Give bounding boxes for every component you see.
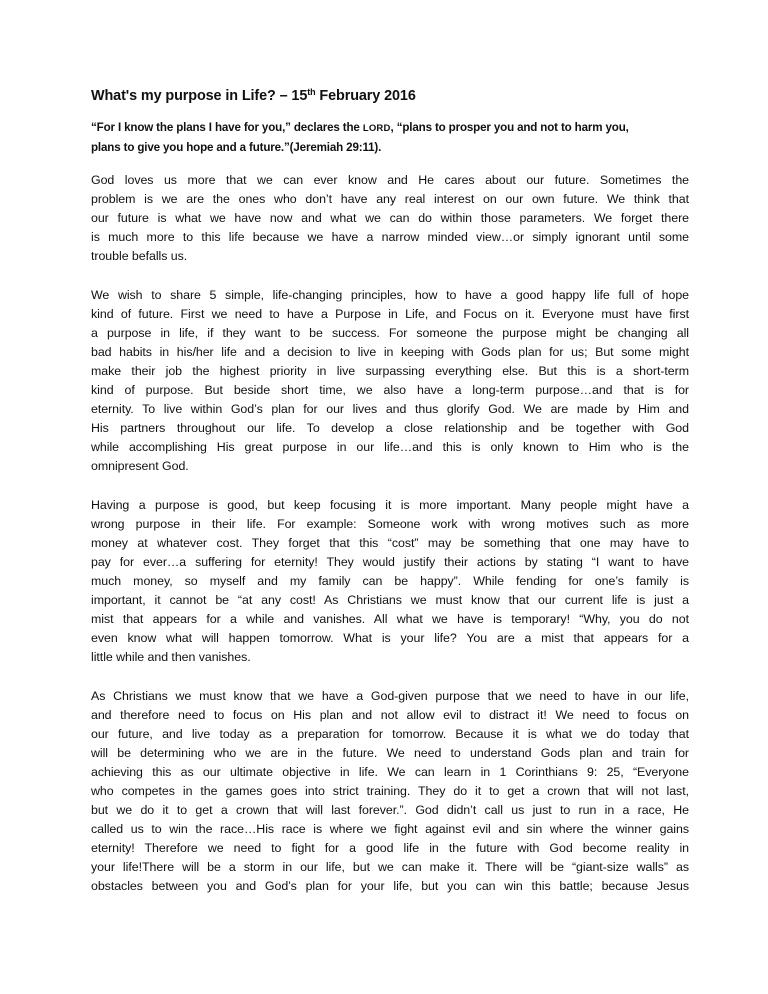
paragraph-line: important, it cannot be “at any cost! As Christians we must know that our current life is just a — [91, 593, 689, 607]
paragraph-line: wrong purpose in their life. For example: Someone work with wrong motives such as more — [91, 517, 689, 531]
paragraph-line: called us to win the race…His race is where we fight against evil and sin where the winner gains — [91, 822, 689, 836]
scripture-lord: LORD — [362, 123, 391, 134]
paragraph-line: bad habits in his/her life and a decision to live in keeping with Gods plan for us; But some might — [91, 345, 689, 359]
paragraph-line: pay for ever…a suffering for eternity! They would justify their actions by stating “I want to have — [91, 555, 689, 569]
scripture-quote-line2: plans to give you hope and a future.”(Jeremiah 29:11). — [91, 141, 382, 154]
paragraph-line: but we do it to get a crown that will last forever.”. God didn’t call us just to run in a race, He — [91, 803, 689, 817]
paragraph-line: kind of future. First we need to have a Purpose in Life, and Focus on it. Everyone must have first — [91, 307, 689, 321]
paragraph-line: problem is we are the ones who don’t have any real interest on our own future. We think that — [91, 192, 689, 206]
scripture-lord-rest: ORD — [368, 123, 391, 134]
body-text — [91, 171, 689, 896]
body-paragraph — [91, 171, 689, 266]
document-page — [91, 86, 689, 916]
paragraph-line: who competes in the games goes into strict training. They do it to get a crown that will not last, — [91, 784, 689, 798]
paragraph-line: obstacles between you and God’s plan for your life, but you can win this battle; because Jesus — [91, 879, 689, 893]
paragraph-line: As Christians we must know that we have a God-given purpose that we need to have in our life, — [91, 689, 689, 703]
paragraph-line: kind of purpose. But beside short time, we also have a long-term purpose…and that is for — [91, 383, 689, 397]
paragraph-line: achieving this as our ultimate objective in life. We can learn in 1 Corinthians 9: 25, “Everyone — [91, 765, 689, 779]
document-title — [91, 86, 689, 106]
body-paragraph — [91, 286, 689, 476]
paragraph-line: much money, so myself and my family can be happy”. While fending for one’s family is — [91, 574, 689, 588]
body-paragraph — [91, 687, 689, 896]
paragraph-line: our future, and live today as a preparation for tomorrow. Because it is what we do today that — [91, 727, 689, 741]
title-date-rest: February 2016 — [315, 88, 416, 104]
scripture-quote-part2: , “plans to prosper you and not to harm you, — [390, 121, 629, 134]
paragraph-line: and therefore need to focus on His plan and not allow evil to distract it! We need to focus on — [91, 708, 689, 722]
paragraph-line: while accomplishing His great purpose in our life…and this is only known to Him who is the — [91, 440, 689, 454]
scripture-quote-part1: “For I know the plans I have for you,” declares the — [91, 121, 363, 134]
paragraph-line: our future is what we have now and what we can do within those parameters. We forget there — [91, 211, 689, 225]
paragraph-line: even know what will happen tomorrow. What is your life? You are a mist that appears for a — [91, 631, 689, 645]
body-paragraph — [91, 496, 689, 667]
paragraph-line: money at whatever cost. They forget that this “cost” may be something that one may have to — [91, 536, 689, 550]
paragraph-line: make their job the highest priority in live surpassing everything else. But this is a short-term — [91, 364, 689, 378]
paragraph-line: little while and then vanishes. — [91, 650, 251, 664]
scripture-quote — [91, 118, 689, 157]
paragraph-line: mist that appears for a while and vanishes. All what we have is temporary! “Why, you do not — [91, 612, 689, 626]
paragraph-line: eternity. To live within God’s plan for our lives and thus glorify God. We are made by Him and — [91, 402, 689, 416]
paragraph-line: We wish to share 5 simple, life-changing principles, how to have a good happy life full of hope — [91, 288, 689, 302]
paragraph-line: omnipresent God. — [91, 459, 189, 473]
paragraph-line: a purpose in life, if they want to be success. For someone the purpose might be changing all — [91, 326, 689, 340]
paragraph-line: eternity! Therefore we need to fight for a good life in the future with God become reality in — [91, 841, 689, 855]
paragraph-line: God loves us more that we can ever know and He cares about our future. Sometimes the — [91, 173, 689, 187]
title-ordinal-suffix: th — [307, 87, 316, 97]
paragraph-line: trouble befalls us. — [91, 249, 188, 263]
paragraph-line: your life!There will be a storm in our life, but we can make it. There will be “giant-size walls” as — [91, 860, 689, 874]
paragraph-line: His partners throughout our life. To develop a close relationship and be together with God — [91, 421, 689, 435]
paragraph-line: is much more to this life because we have a narrow minded view…or simply ignorant until some — [91, 230, 689, 244]
paragraph-line: Having a purpose is good, but keep focusing it is more important. Many people might have a — [91, 498, 689, 512]
title-text: What's my purpose in Life? – 15 — [91, 88, 308, 104]
paragraph-line: will be determining who we are in the future. We need to understand Gods plan and train for — [91, 746, 689, 760]
